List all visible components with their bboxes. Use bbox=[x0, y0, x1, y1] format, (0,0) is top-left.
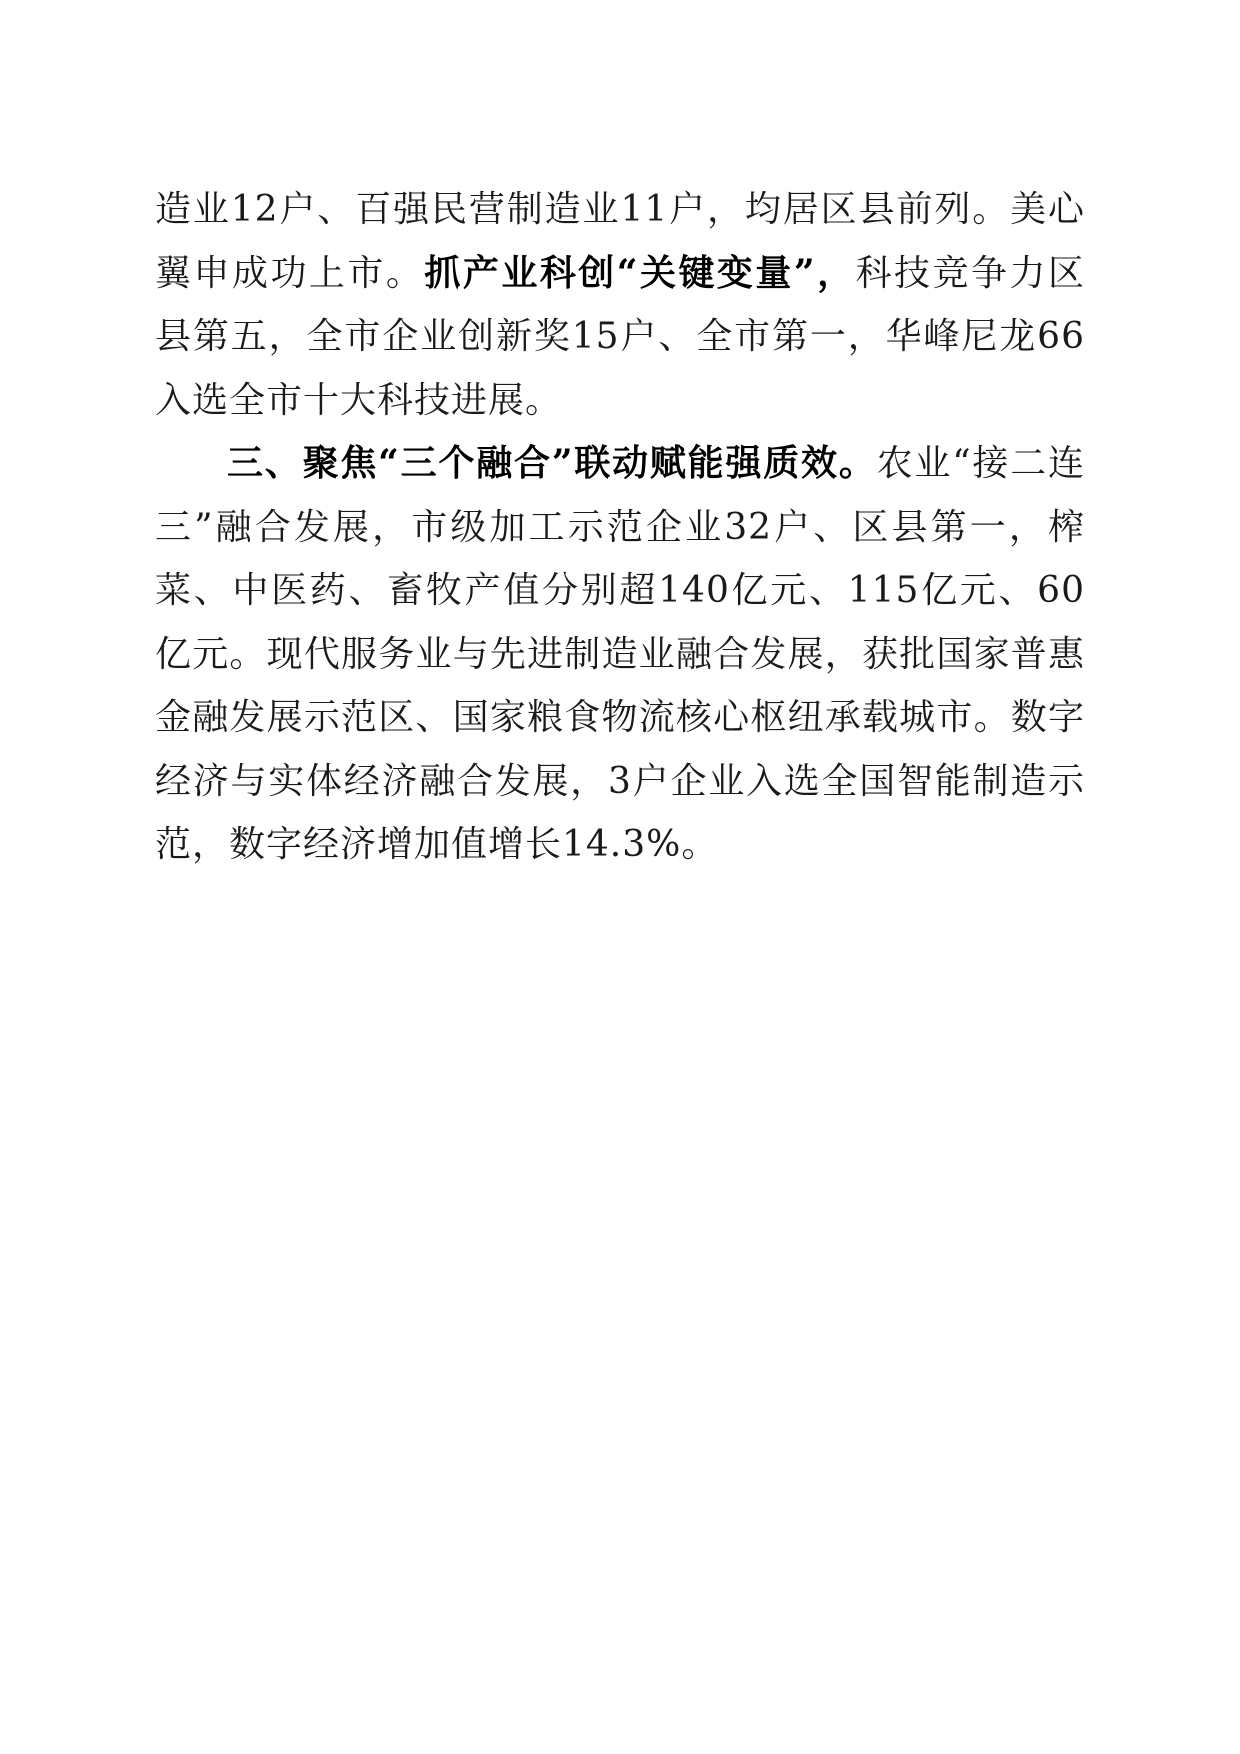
paragraph-1-text-a: 造业12户、百强民营制造业11户，均居区县前列。美心翼申成功上市。 bbox=[155, 189, 1085, 294]
paragraph-1-text-b: 科技竞争力区县第五，全市企业创新奖15户、全市第一，华峰尼龙66入选全市十大科技进展。 bbox=[155, 252, 1085, 421]
section-three-heading: 三、聚焦“三个融合”联动赋能强质效。 bbox=[227, 442, 877, 484]
paragraph-section-three bbox=[155, 432, 1085, 877]
document-body bbox=[155, 178, 1085, 877]
paragraph-1-bold-heading: 抓产业科创“关键变量”， bbox=[424, 251, 856, 294]
paragraph-continuation bbox=[155, 178, 1085, 432]
section-three-text: 农业“接二连三”融合发展，市级加工示范企业32户、区县第一，榨菜、中医药、畜牧产值分别超140亿元、115亿元、60亿元。现代服务业与先进制造业融合发展，获批国家普惠金融发展示范区、国家粮食物流核心枢纽承载城市。数字经济与实体经济融合发展，3户企业入选全国智能制造示范，数字经济增加值增长14.3%。 bbox=[155, 443, 1085, 865]
